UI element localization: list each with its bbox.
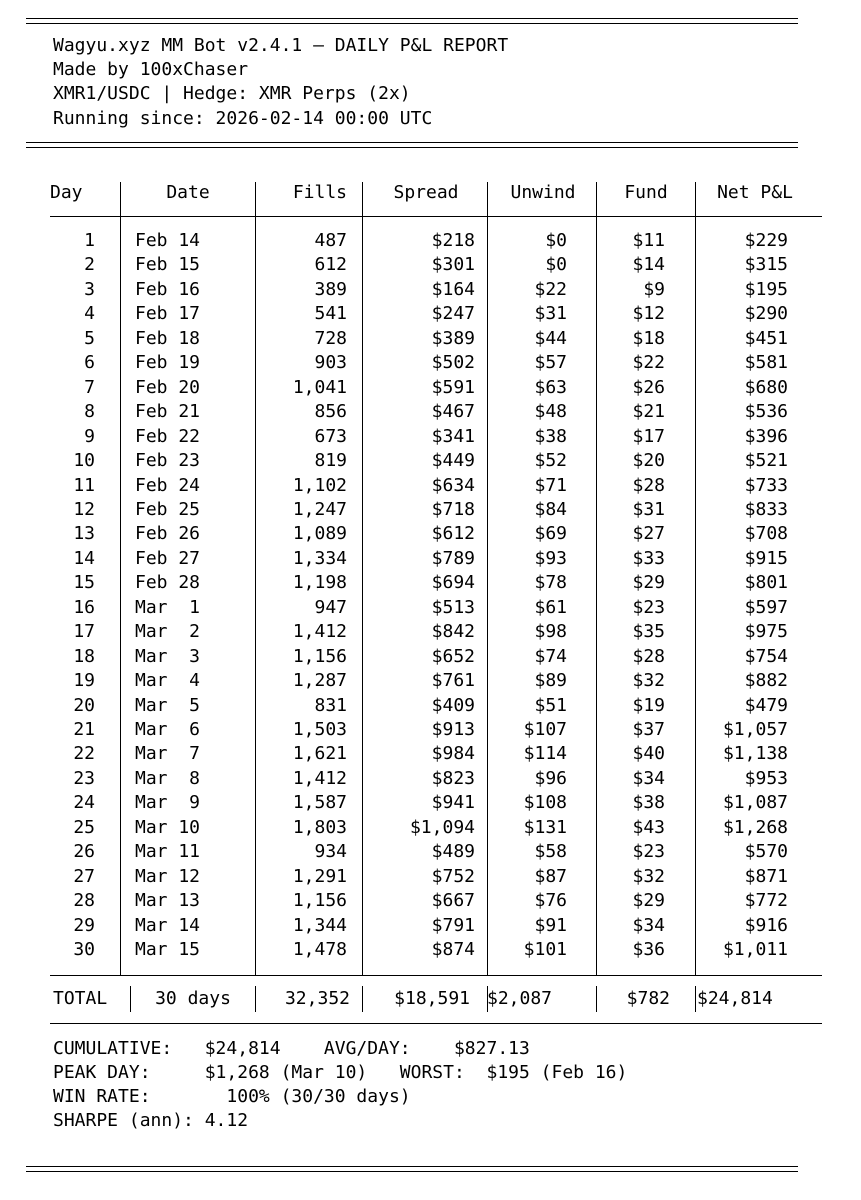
row-fund: $33 bbox=[632, 547, 665, 569]
row-day: 1 bbox=[84, 230, 95, 251]
total-net-pnl: $24,814 bbox=[697, 988, 773, 1009]
total-unwind: $2,087 bbox=[487, 988, 553, 1009]
row-date: Mar 15 bbox=[135, 939, 201, 961]
row-spread: $247 bbox=[431, 303, 475, 325]
row-spread: $634 bbox=[431, 474, 475, 496]
row-unwind: $22 bbox=[534, 278, 567, 300]
row-fund: $28 bbox=[632, 474, 665, 496]
row-date: Mar 11 bbox=[135, 841, 201, 863]
row-fund: $9 bbox=[643, 278, 665, 300]
row-spread: $301 bbox=[431, 254, 475, 276]
row-day: 18 bbox=[73, 645, 95, 667]
total-date: 30 days bbox=[155, 988, 231, 1009]
total-rule bbox=[50, 1023, 822, 1024]
row-net-pnl: $1,268 bbox=[722, 816, 788, 838]
column-separator bbox=[487, 182, 488, 217]
row-fund: $29 bbox=[632, 890, 665, 912]
row-net-pnl: $801 bbox=[744, 572, 788, 594]
row-net-pnl: $195 bbox=[744, 278, 788, 300]
row-spread: $652 bbox=[431, 645, 475, 667]
row-net-pnl: $290 bbox=[744, 303, 788, 325]
row-date: Feb 23 bbox=[135, 450, 201, 472]
row-date: Feb 21 bbox=[135, 401, 201, 423]
row-day: 26 bbox=[73, 841, 95, 863]
row-spread: $502 bbox=[431, 352, 475, 374]
total-separator bbox=[596, 986, 597, 1012]
row-day: 3 bbox=[84, 278, 95, 300]
row-day: 9 bbox=[84, 425, 95, 447]
row-fund: $43 bbox=[632, 816, 665, 838]
row-fills: 856 bbox=[314, 401, 347, 423]
summary-sharpe: SHARPE (ann): 4.12 bbox=[53, 1110, 249, 1131]
total-spread: $18,591 bbox=[394, 988, 470, 1009]
total-separator bbox=[695, 986, 696, 1012]
row-date: Feb 24 bbox=[135, 474, 201, 496]
row-unwind: $76 bbox=[534, 890, 567, 912]
row-fund: $31 bbox=[632, 498, 665, 520]
row-spread: $449 bbox=[431, 450, 475, 472]
row-net-pnl: $597 bbox=[744, 596, 788, 618]
row-unwind: $44 bbox=[534, 327, 567, 349]
row-date: Feb 28 bbox=[135, 572, 201, 594]
row-unwind: $71 bbox=[534, 474, 567, 496]
row-fund: $18 bbox=[632, 327, 665, 349]
row-fills: 1,287 bbox=[292, 670, 347, 692]
row-spread: $341 bbox=[431, 425, 475, 447]
row-fund: $20 bbox=[632, 450, 665, 472]
row-spread: $718 bbox=[431, 498, 475, 520]
report-title: Wagyu.xyz MM Bot v2.4.1 — DAILY P&L REPORT bbox=[53, 35, 509, 56]
row-fills: 541 bbox=[314, 303, 347, 325]
report-author: Made by 100xChaser bbox=[53, 59, 249, 80]
row-fills: 1,587 bbox=[292, 792, 347, 814]
row-fund: $19 bbox=[632, 694, 665, 716]
row-date: Mar 1 bbox=[135, 596, 201, 618]
row-fills: 1,198 bbox=[292, 572, 347, 594]
row-net-pnl: $1,087 bbox=[722, 792, 788, 814]
row-day: 17 bbox=[73, 621, 95, 643]
row-fills: 1,089 bbox=[292, 523, 347, 545]
row-date: Mar 13 bbox=[135, 890, 201, 912]
row-fills: 728 bbox=[314, 327, 347, 349]
row-unwind: $52 bbox=[534, 450, 567, 472]
row-spread: $791 bbox=[431, 914, 475, 936]
row-day: 30 bbox=[73, 939, 95, 961]
header-net-pnl: Net P&L bbox=[717, 182, 793, 203]
report-pair: XMR1/USDC | Hedge: XMR Perps (2x) bbox=[53, 83, 411, 104]
row-unwind: $63 bbox=[534, 376, 567, 398]
row-day: 20 bbox=[73, 694, 95, 716]
row-fund: $21 bbox=[632, 401, 665, 423]
row-spread: $874 bbox=[431, 939, 475, 961]
row-unwind: $0 bbox=[545, 254, 567, 276]
body-rule bbox=[50, 975, 822, 976]
row-day: 19 bbox=[73, 670, 95, 692]
row-day: 11 bbox=[73, 474, 95, 496]
row-fills: 673 bbox=[314, 425, 347, 447]
row-fills: 1,621 bbox=[292, 743, 347, 765]
row-spread: $218 bbox=[431, 230, 475, 251]
row-fills: 819 bbox=[314, 450, 347, 472]
row-day: 5 bbox=[84, 327, 95, 349]
row-unwind: $108 bbox=[523, 792, 567, 814]
row-fills: 1,478 bbox=[292, 939, 347, 961]
row-unwind: $38 bbox=[534, 425, 567, 447]
row-fund: $32 bbox=[632, 670, 665, 692]
row-date: Feb 14 bbox=[135, 230, 201, 251]
row-fills: 831 bbox=[314, 694, 347, 716]
row-fills: 487 bbox=[314, 230, 347, 251]
row-date: Mar 3 bbox=[135, 645, 201, 667]
row-net-pnl: $833 bbox=[744, 498, 788, 520]
row-spread: $984 bbox=[431, 743, 475, 765]
row-spread: $513 bbox=[431, 596, 475, 618]
row-fund: $37 bbox=[632, 719, 665, 740]
column-separator bbox=[695, 216, 696, 976]
row-unwind: $51 bbox=[534, 694, 567, 716]
row-net-pnl: $536 bbox=[744, 401, 788, 423]
column-separator bbox=[120, 216, 121, 976]
bottom-double-rule bbox=[26, 1166, 798, 1172]
row-net-pnl: $953 bbox=[744, 767, 788, 789]
row-net-pnl: $708 bbox=[744, 523, 788, 545]
header-unwind: Unwind bbox=[510, 182, 576, 203]
row-date: Feb 20 bbox=[135, 376, 201, 398]
row-net-pnl: $975 bbox=[744, 621, 788, 643]
row-fund: $27 bbox=[632, 523, 665, 545]
row-date: Feb 22 bbox=[135, 425, 201, 447]
column-separator bbox=[695, 182, 696, 217]
row-spread: $489 bbox=[431, 841, 475, 863]
row-fund: $26 bbox=[632, 376, 665, 398]
row-unwind: $101 bbox=[523, 939, 567, 961]
row-date: Feb 15 bbox=[135, 254, 201, 276]
row-unwind: $131 bbox=[523, 816, 567, 838]
row-date: Mar 10 bbox=[135, 816, 201, 838]
row-net-pnl: $680 bbox=[744, 376, 788, 398]
row-fund: $36 bbox=[632, 939, 665, 961]
row-date: Feb 26 bbox=[135, 523, 201, 545]
row-unwind: $48 bbox=[534, 401, 567, 423]
row-unwind: $74 bbox=[534, 645, 567, 667]
header-date: Date bbox=[166, 182, 210, 203]
row-spread: $842 bbox=[431, 621, 475, 643]
row-spread: $409 bbox=[431, 694, 475, 716]
column-separator bbox=[487, 216, 488, 976]
row-fund: $22 bbox=[632, 352, 665, 374]
row-unwind: $91 bbox=[534, 914, 567, 936]
row-fills: 1,291 bbox=[292, 865, 347, 887]
row-day: 15 bbox=[73, 572, 95, 594]
row-unwind: $89 bbox=[534, 670, 567, 692]
row-fills: 1,247 bbox=[292, 498, 347, 520]
row-fund: $32 bbox=[632, 865, 665, 887]
row-spread: $612 bbox=[431, 523, 475, 545]
header-day: Day bbox=[50, 182, 83, 203]
summary-peak: PEAK DAY: $1,268 (Mar 10) WORST: $195 (Feb 16) bbox=[53, 1062, 628, 1083]
row-fills: 1,156 bbox=[292, 645, 347, 667]
row-net-pnl: $916 bbox=[744, 914, 788, 936]
row-date: Mar 12 bbox=[135, 865, 201, 887]
row-spread: $591 bbox=[431, 376, 475, 398]
column-separator bbox=[596, 182, 597, 217]
row-day: 2 bbox=[84, 254, 95, 276]
total-separator bbox=[130, 986, 131, 1012]
row-unwind: $87 bbox=[534, 865, 567, 887]
row-unwind: $57 bbox=[534, 352, 567, 374]
row-date: Mar 9 bbox=[135, 792, 201, 814]
summary-cumulative: CUMULATIVE: $24,814 AVG/DAY: $827.13 bbox=[53, 1038, 530, 1059]
row-day: 8 bbox=[84, 401, 95, 423]
column-separator bbox=[596, 216, 597, 976]
header-fills: Fills bbox=[292, 182, 347, 203]
row-date: Feb 18 bbox=[135, 327, 201, 349]
row-net-pnl: $754 bbox=[744, 645, 788, 667]
header-fund: Fund bbox=[624, 182, 668, 203]
row-day: 7 bbox=[84, 376, 95, 398]
row-fund: $12 bbox=[632, 303, 665, 325]
row-day: 23 bbox=[73, 767, 95, 789]
row-unwind: $96 bbox=[534, 767, 567, 789]
row-fills: 1,102 bbox=[292, 474, 347, 496]
row-spread: $164 bbox=[431, 278, 475, 300]
row-fills: 612 bbox=[314, 254, 347, 276]
row-fills: 1,412 bbox=[292, 767, 347, 789]
row-fund: $35 bbox=[632, 621, 665, 643]
total-separator bbox=[487, 986, 488, 1012]
row-day: 25 bbox=[73, 816, 95, 838]
row-day: 10 bbox=[73, 450, 95, 472]
row-date: Mar 2 bbox=[135, 621, 201, 643]
column-separator bbox=[255, 182, 256, 217]
row-fund: $29 bbox=[632, 572, 665, 594]
row-spread: $761 bbox=[431, 670, 475, 692]
row-date: Mar 5 bbox=[135, 694, 201, 716]
row-day: 13 bbox=[73, 523, 95, 545]
total-fund: $782 bbox=[626, 988, 670, 1009]
row-spread: $694 bbox=[431, 572, 475, 594]
row-unwind: $93 bbox=[534, 547, 567, 569]
row-fund: $23 bbox=[632, 841, 665, 863]
row-spread: $789 bbox=[431, 547, 475, 569]
row-day: 16 bbox=[73, 596, 95, 618]
row-fund: $38 bbox=[632, 792, 665, 814]
row-net-pnl: $521 bbox=[744, 450, 788, 472]
row-spread: $823 bbox=[431, 767, 475, 789]
row-day: 14 bbox=[73, 547, 95, 569]
row-fund: $34 bbox=[632, 914, 665, 936]
row-date: Feb 25 bbox=[135, 498, 201, 520]
row-net-pnl: $315 bbox=[744, 254, 788, 276]
total-separator bbox=[255, 986, 256, 1012]
row-fills: 934 bbox=[314, 841, 347, 863]
row-day: 21 bbox=[73, 719, 95, 740]
row-unwind: $98 bbox=[534, 621, 567, 643]
row-net-pnl: $1,138 bbox=[722, 743, 788, 765]
header-spread: Spread bbox=[393, 182, 459, 203]
row-unwind: $107 bbox=[523, 719, 567, 740]
row-fills: 1,156 bbox=[292, 890, 347, 912]
row-fills: 1,803 bbox=[292, 816, 347, 838]
row-fills: 1,041 bbox=[292, 376, 347, 398]
row-spread: $667 bbox=[431, 890, 475, 912]
row-date: Mar 4 bbox=[135, 670, 201, 692]
row-unwind: $78 bbox=[534, 572, 567, 594]
row-fills: 903 bbox=[314, 352, 347, 374]
row-net-pnl: $396 bbox=[744, 425, 788, 447]
row-fund: $40 bbox=[632, 743, 665, 765]
row-fills: 1,503 bbox=[292, 719, 347, 740]
row-spread: $389 bbox=[431, 327, 475, 349]
row-net-pnl: $1,057 bbox=[722, 719, 788, 740]
row-net-pnl: $451 bbox=[744, 327, 788, 349]
row-day: 27 bbox=[73, 865, 95, 887]
row-fills: 1,334 bbox=[292, 547, 347, 569]
row-fund: $34 bbox=[632, 767, 665, 789]
row-net-pnl: $581 bbox=[744, 352, 788, 374]
row-day: 22 bbox=[73, 743, 95, 765]
row-spread: $913 bbox=[431, 719, 475, 740]
row-day: 29 bbox=[73, 914, 95, 936]
column-separator bbox=[362, 182, 363, 217]
row-date: Feb 27 bbox=[135, 547, 201, 569]
report-running-since: Running since: 2026-02-14 00:00 UTC bbox=[53, 108, 433, 129]
row-unwind: $58 bbox=[534, 841, 567, 863]
header-double-rule bbox=[26, 142, 798, 148]
row-date: Feb 16 bbox=[135, 278, 201, 300]
row-fund: $17 bbox=[632, 425, 665, 447]
row-unwind: $0 bbox=[545, 230, 567, 251]
row-fund: $14 bbox=[632, 254, 665, 276]
row-net-pnl: $479 bbox=[744, 694, 788, 716]
row-spread: $467 bbox=[431, 401, 475, 423]
row-day: 4 bbox=[84, 303, 95, 325]
top-double-rule bbox=[26, 18, 798, 24]
row-date: Feb 17 bbox=[135, 303, 201, 325]
row-net-pnl: $871 bbox=[744, 865, 788, 887]
row-fills: 1,412 bbox=[292, 621, 347, 643]
row-date: Feb 19 bbox=[135, 352, 201, 374]
row-net-pnl: $772 bbox=[744, 890, 788, 912]
row-date: Mar 6 bbox=[135, 719, 201, 740]
row-unwind: $69 bbox=[534, 523, 567, 545]
row-day: 28 bbox=[73, 890, 95, 912]
row-net-pnl: $1,011 bbox=[722, 939, 788, 961]
row-fund: $23 bbox=[632, 596, 665, 618]
header-rule bbox=[50, 216, 822, 217]
total-fills: 32,352 bbox=[284, 988, 350, 1009]
total-day: TOTAL bbox=[53, 988, 108, 1009]
row-day: 6 bbox=[84, 352, 95, 374]
row-net-pnl: $733 bbox=[744, 474, 788, 496]
row-net-pnl: $229 bbox=[744, 230, 788, 251]
row-unwind: $31 bbox=[534, 303, 567, 325]
total-separator bbox=[362, 986, 363, 1012]
row-net-pnl: $915 bbox=[744, 547, 788, 569]
row-date: Mar 14 bbox=[135, 914, 201, 936]
row-unwind: $114 bbox=[523, 743, 567, 765]
row-date: Mar 7 bbox=[135, 743, 201, 765]
row-day: 12 bbox=[73, 498, 95, 520]
row-net-pnl: $882 bbox=[744, 670, 788, 692]
summary-win-rate: WIN RATE: 100% (30/30 days) bbox=[53, 1086, 411, 1107]
row-fills: 389 bbox=[314, 278, 347, 300]
row-fund: $11 bbox=[632, 230, 665, 251]
row-date: Mar 8 bbox=[135, 767, 201, 789]
row-spread: $1,094 bbox=[409, 816, 475, 838]
row-unwind: $84 bbox=[534, 498, 567, 520]
row-spread: $752 bbox=[431, 865, 475, 887]
row-fund: $28 bbox=[632, 645, 665, 667]
column-separator bbox=[362, 216, 363, 976]
row-fills: 1,344 bbox=[292, 914, 347, 936]
row-net-pnl: $570 bbox=[744, 841, 788, 863]
row-day: 24 bbox=[73, 792, 95, 814]
row-spread: $941 bbox=[431, 792, 475, 814]
row-unwind: $61 bbox=[534, 596, 567, 618]
row-fills: 947 bbox=[314, 596, 347, 618]
